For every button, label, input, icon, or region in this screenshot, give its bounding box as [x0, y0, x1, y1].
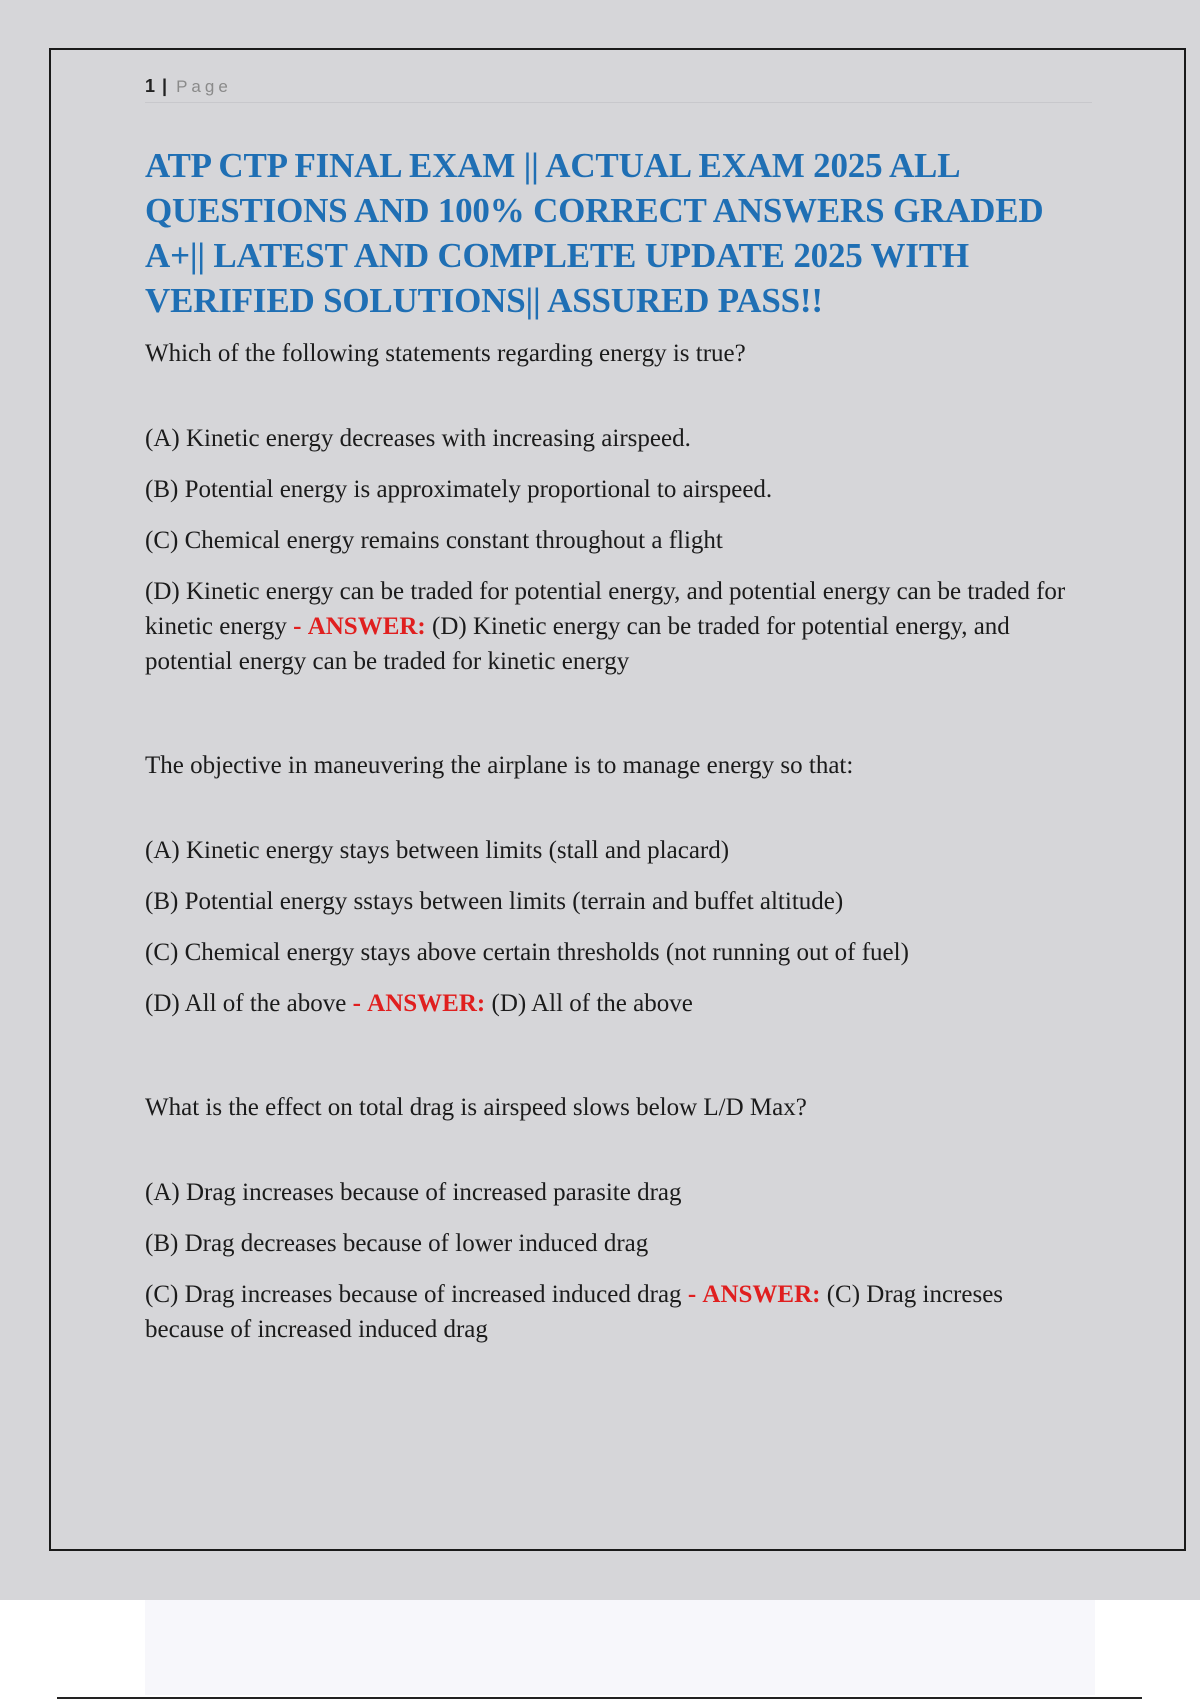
options-list — [145, 833, 1080, 1021]
page-header — [145, 74, 1092, 103]
option-b: (B) Drag decreases because of lower induced drag — [145, 1230, 649, 1257]
document-title: ATP CTP FINAL EXAM || ACTUAL EXAM 2025 ALL QUESTIONS AND 100% CORRECT ANSWERS GRADED A+|| LATEST AND COMPLETE UPDATE 2025 WITH VERIFIED SOLUTIONS|| ASSURED PASS!! — [145, 146, 1044, 320]
bottom-divider — [57, 1697, 1142, 1699]
question-text: What is the effect on total drag is airspeed slows below L/D Max? — [145, 1094, 807, 1121]
page-separator: | — [162, 76, 168, 96]
answer-dash: - — [293, 613, 302, 640]
answer-text: (D) Kinetic energy can be traded for potential energy, and potential energy can be traded for kinetic energy — [145, 613, 1010, 675]
option-b: (B) Potential energy is approximately proportional to airspeed. — [145, 476, 773, 503]
option-c: (C) Chemical energy stays above certain thresholds (not running out of fuel) — [145, 939, 909, 966]
option-c: (C) Drag increases because of increased induced drag — [145, 1281, 682, 1308]
answer-label: ANSWER: — [702, 1281, 821, 1308]
question-text: Which of the following statements regarding energy is true? — [145, 340, 746, 367]
options-list — [145, 1175, 1080, 1347]
next-page-strip — [145, 1600, 1095, 1695]
page-word: Page — [176, 77, 232, 96]
option-c-with-answer — [145, 1277, 1080, 1347]
answer-dash: - — [352, 990, 361, 1017]
answer-label: ANSWER: — [367, 990, 486, 1017]
option-b: (B) Potential energy sstays between limits (terrain and buffet altitude) — [145, 888, 844, 915]
question-text: The objective in maneuvering the airplane is to manage energy so that: — [145, 752, 854, 779]
option-d-with-answer — [145, 574, 1080, 679]
option-a: (A) Drag increases because of increased parasite drag — [145, 1179, 682, 1206]
options-list — [145, 421, 1080, 679]
option-a: (A) Kinetic energy decreases with increasing airspeed. — [145, 425, 691, 452]
answer-dash: - — [687, 1281, 697, 1308]
option-c: (C) Chemical energy remains constant throughout a flight — [145, 527, 723, 554]
answer-text: (D) All of the above — [491, 990, 693, 1017]
option-a: (A) Kinetic energy stays between limits (stall and placard) — [145, 837, 730, 864]
option-d: (D) All of the above — [145, 990, 347, 1017]
option-d: (D) Kinetic energy can be traded for potential energy, and potential energy can be traded for kinetic energy — [145, 578, 1066, 640]
option-d-with-answer — [145, 986, 1080, 1021]
answer-label: ANSWER: — [307, 613, 426, 640]
page-number: 1 — [145, 76, 156, 96]
answer-text: (C) Drag increses because of increased induced drag — [145, 1281, 1004, 1343]
document-body — [145, 143, 1080, 1347]
